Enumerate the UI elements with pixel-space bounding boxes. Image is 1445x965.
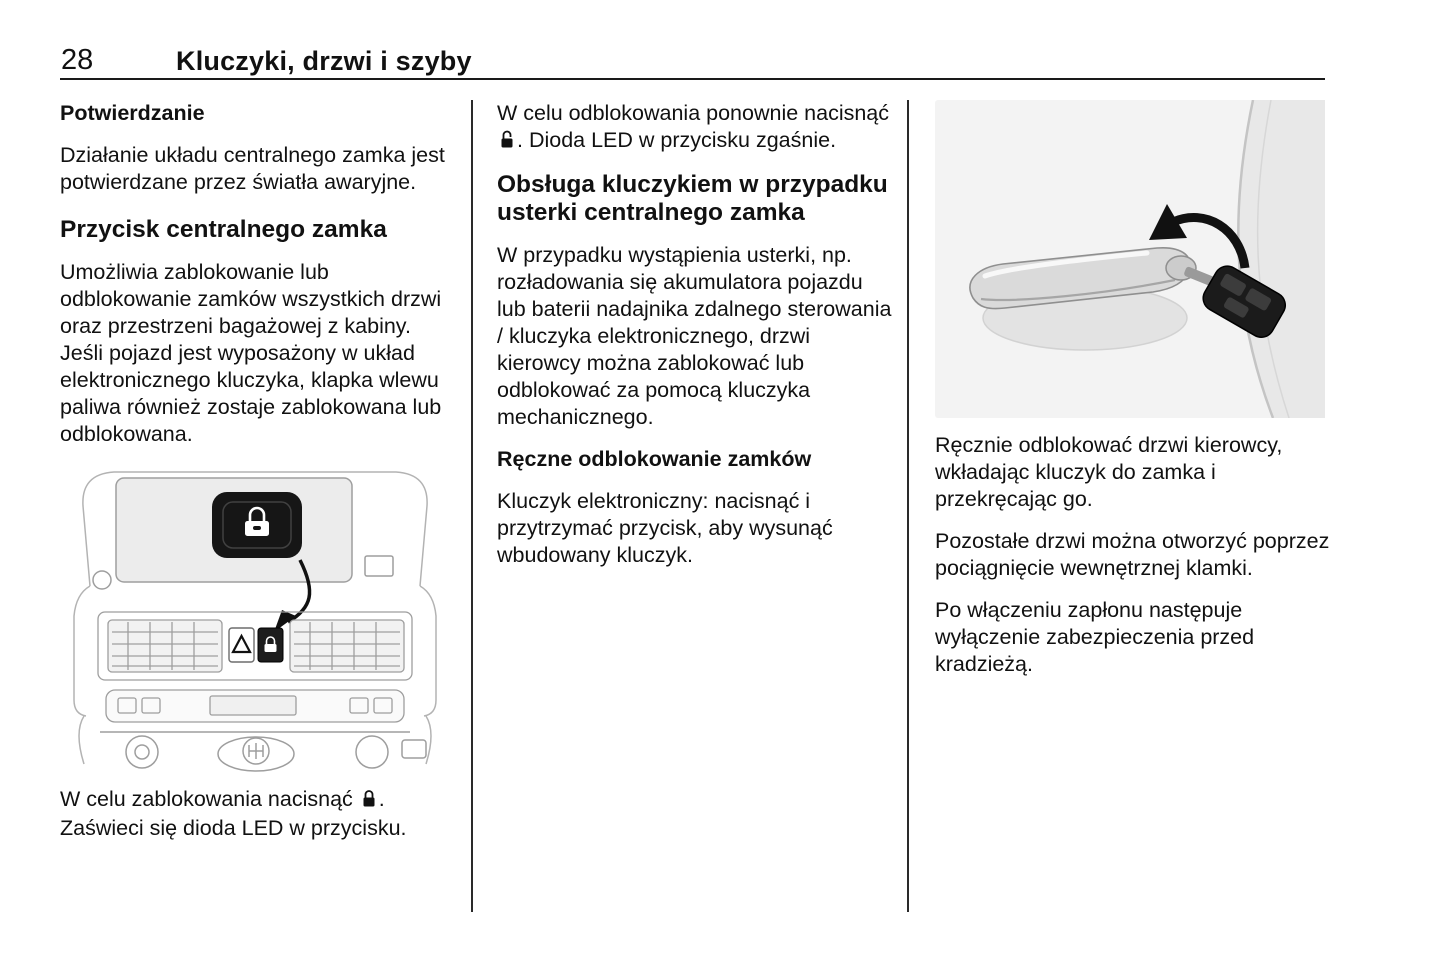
paragraph-central-button: Umożliwia zablokowanie lub odblokowanie zamków wszystkich drzwi oraz przestrzeni bagażowej z kabiny. Jeśli pojazd jest wyposażony w układ elektronicznego kluczyka, klapka wlewu paliwa również zostaje zablokowana lub odblokowana.	[60, 260, 442, 446]
central-lock-button	[258, 628, 283, 662]
column-divider-1	[471, 100, 473, 912]
paragraph-other-doors: Pozostałe drzwi można otworzyć poprzez pociągnięcie wewnętrznej klamki.	[935, 529, 1330, 580]
column-right	[935, 100, 1333, 693]
paragraph-lock-action: W celu zablokowania nacisnąć . Zaświeci się dioda LED w przycisku.	[60, 787, 407, 840]
hazard-button	[229, 628, 254, 662]
door-handle-figure	[935, 100, 1333, 418]
climate-panel	[106, 690, 404, 722]
column-divider-2	[907, 100, 909, 912]
paragraph-unlock-action: W celu odblokowania ponownie nacisnąć . Dioda LED w przycisku zgaśnie.	[497, 100, 895, 156]
door-handle-illustration	[935, 100, 1325, 418]
paragraph-ignition-theft: Po włączeniu zapłonu następuje wyłączenie zabezpieczenia przed kradzieżą.	[935, 598, 1255, 676]
heading-reczne-odblokowanie: Ręczne odblokowanie zamków	[497, 447, 812, 471]
side-knob	[93, 571, 111, 589]
page-number: 28	[61, 44, 94, 76]
vent-strip	[98, 612, 412, 680]
unlock-icon	[499, 129, 515, 156]
lower-console	[100, 732, 426, 771]
heading-obsluga-kluczykiem: Obsługa kluczykiem w przypadku usterki centralnego zamka	[497, 171, 888, 226]
console-figure	[60, 464, 458, 772]
console-illustration	[60, 464, 450, 772]
small-display	[365, 556, 393, 576]
column-left	[60, 100, 458, 857]
heading-przycisk-centralnego-zamka: Przycisk centralnego zamka	[60, 216, 387, 243]
central-lock-button-callout	[212, 492, 302, 558]
heading-potwierdzanie: Potwierdzanie	[60, 101, 205, 125]
paragraph-manual-unlock: Kluczyk elektroniczny: nacisnąć i przytrzymać przycisk, aby wysunąć wbudowany kluczyk.	[497, 489, 833, 567]
paragraph-confirm: Działanie układu centralnego zamka jest potwierdzane przez światła awaryjne.	[60, 143, 445, 194]
lock-icon	[361, 788, 377, 815]
paragraph-unlock-driver: Ręcznie odblokować drzwi kierowcy, wkładając kluczyk do zamka i przekręcając go.	[935, 433, 1283, 511]
column-middle	[497, 100, 895, 584]
paragraph-key-fault: W przypadku wystąpienia usterki, np. rozładowania się akumulatora pojazdu lub baterii nadajnika zdalnego sterowania / kluczyka elektronicznego, drzwi kierowcy można zablokować lub odblokować za pomocą kluczyka mechanicznego.	[497, 243, 892, 429]
chapter-title: Kluczyki, drzwi i szyby	[176, 46, 472, 76]
header-divider	[60, 78, 1325, 80]
